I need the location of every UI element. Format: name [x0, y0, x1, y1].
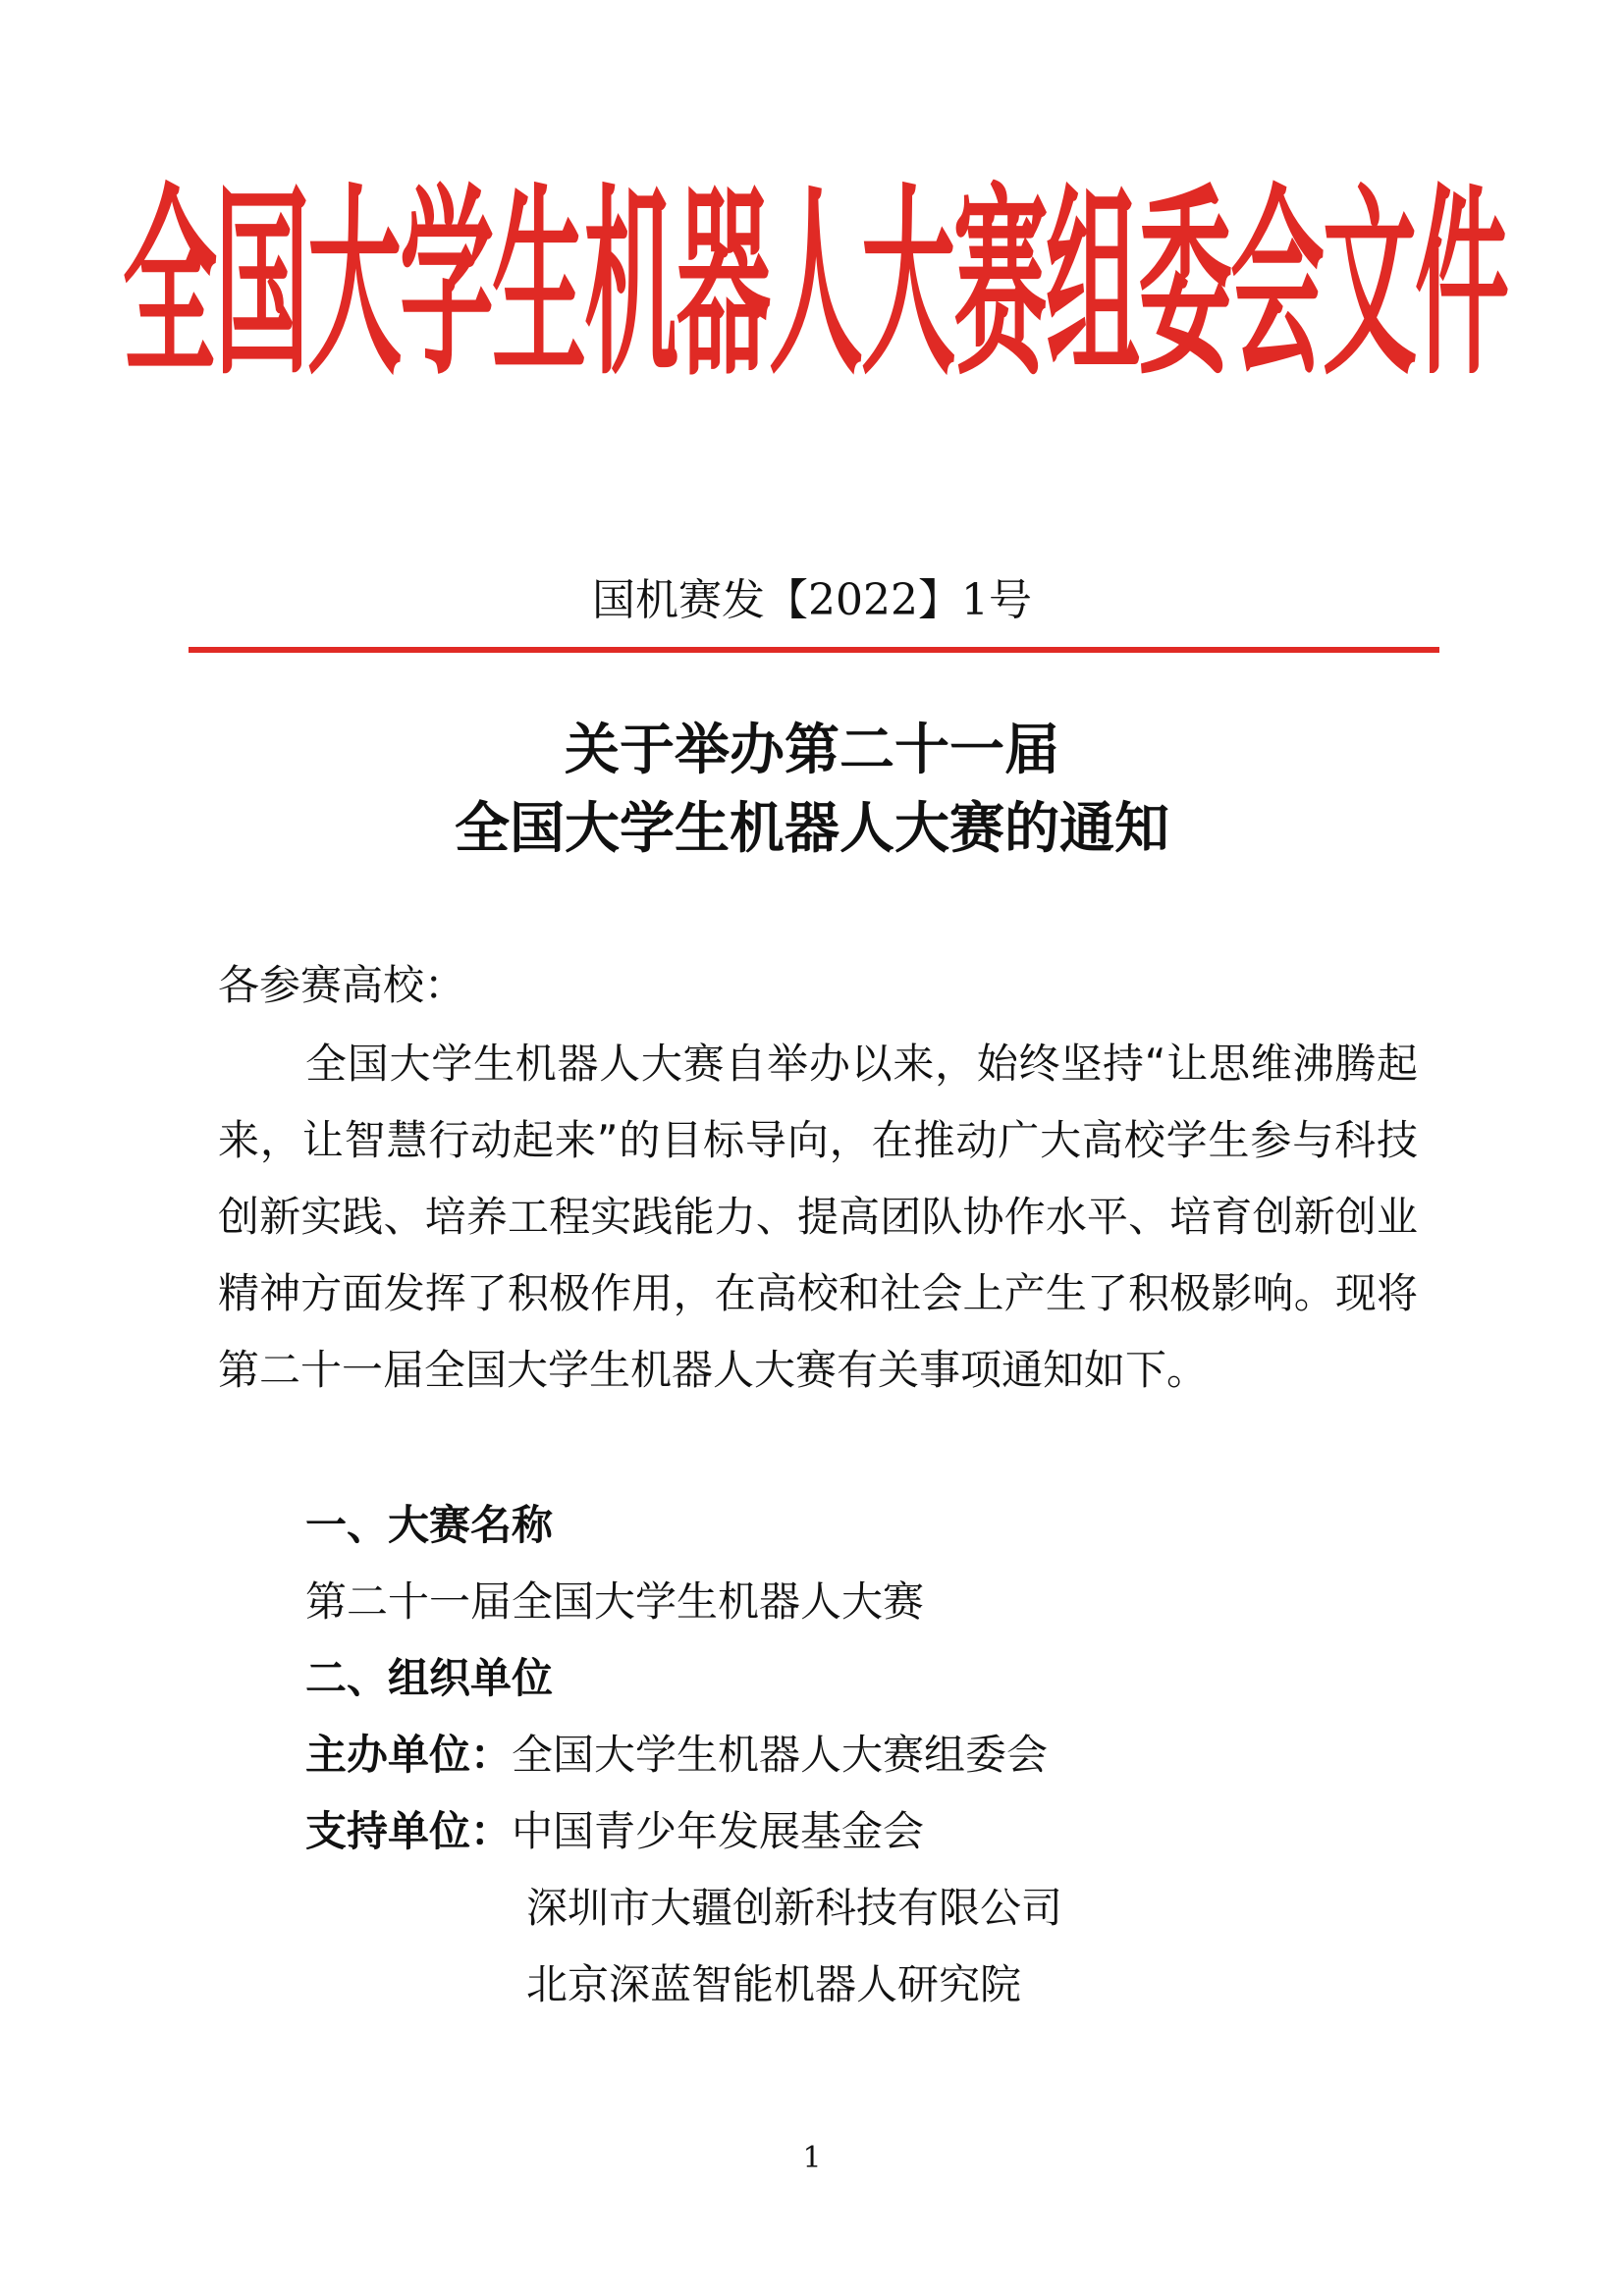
intro-paragraph: 全国大学生机器人大赛自举办以来，始终坚持“让思维沸腾起来，让智慧行动起来”的目标导向，在推动广大高校学生参与科技创新实践、培养工程实践能力、提高团队协作水平、培育创新创业精神方面发挥了积极作用，在高校和社会上产生了积极影响。现将第二十一届全国大学生机器人大赛有关事项通知如下。 — [218, 1040, 1418, 1394]
support-unit-value: 中国青少年发展基金会 — [512, 1807, 925, 1855]
support-unit-label: 支持单位： — [305, 1807, 513, 1855]
notice-title-line-1: 关于举办第二十一届 — [565, 719, 1059, 782]
red-divider-line — [189, 647, 1439, 653]
section-1-content: 第二十一届全国大学生机器人大赛 — [305, 1577, 925, 1626]
support-unit-row — [305, 1793, 924, 1870]
document-number: 国机赛发【2022】1号 — [592, 575, 1032, 625]
host-unit-row — [305, 1717, 1048, 1793]
support-unit-value: 深圳市大疆创新科技有限公司 — [526, 1884, 1063, 1932]
section-2-heading: 二、组织单位 — [305, 1654, 554, 1702]
page-number: 1 — [802, 2141, 822, 2175]
masthead — [123, 164, 1507, 403]
host-unit-value: 全国大学生机器人大赛组委会 — [512, 1731, 1049, 1779]
notice-title-line-2: 全国大学生机器人大赛的通知 — [455, 797, 1169, 861]
masthead-title: 全国大学生机器人大赛组委会文件 — [123, 164, 1507, 403]
salutation: 各参赛高校： — [218, 961, 466, 1009]
section-1-heading: 一、大赛名称 — [305, 1501, 554, 1549]
host-unit-label: 主办单位： — [305, 1731, 513, 1779]
support-unit-value: 北京深蓝智能机器人研究院 — [526, 1960, 1022, 2008]
